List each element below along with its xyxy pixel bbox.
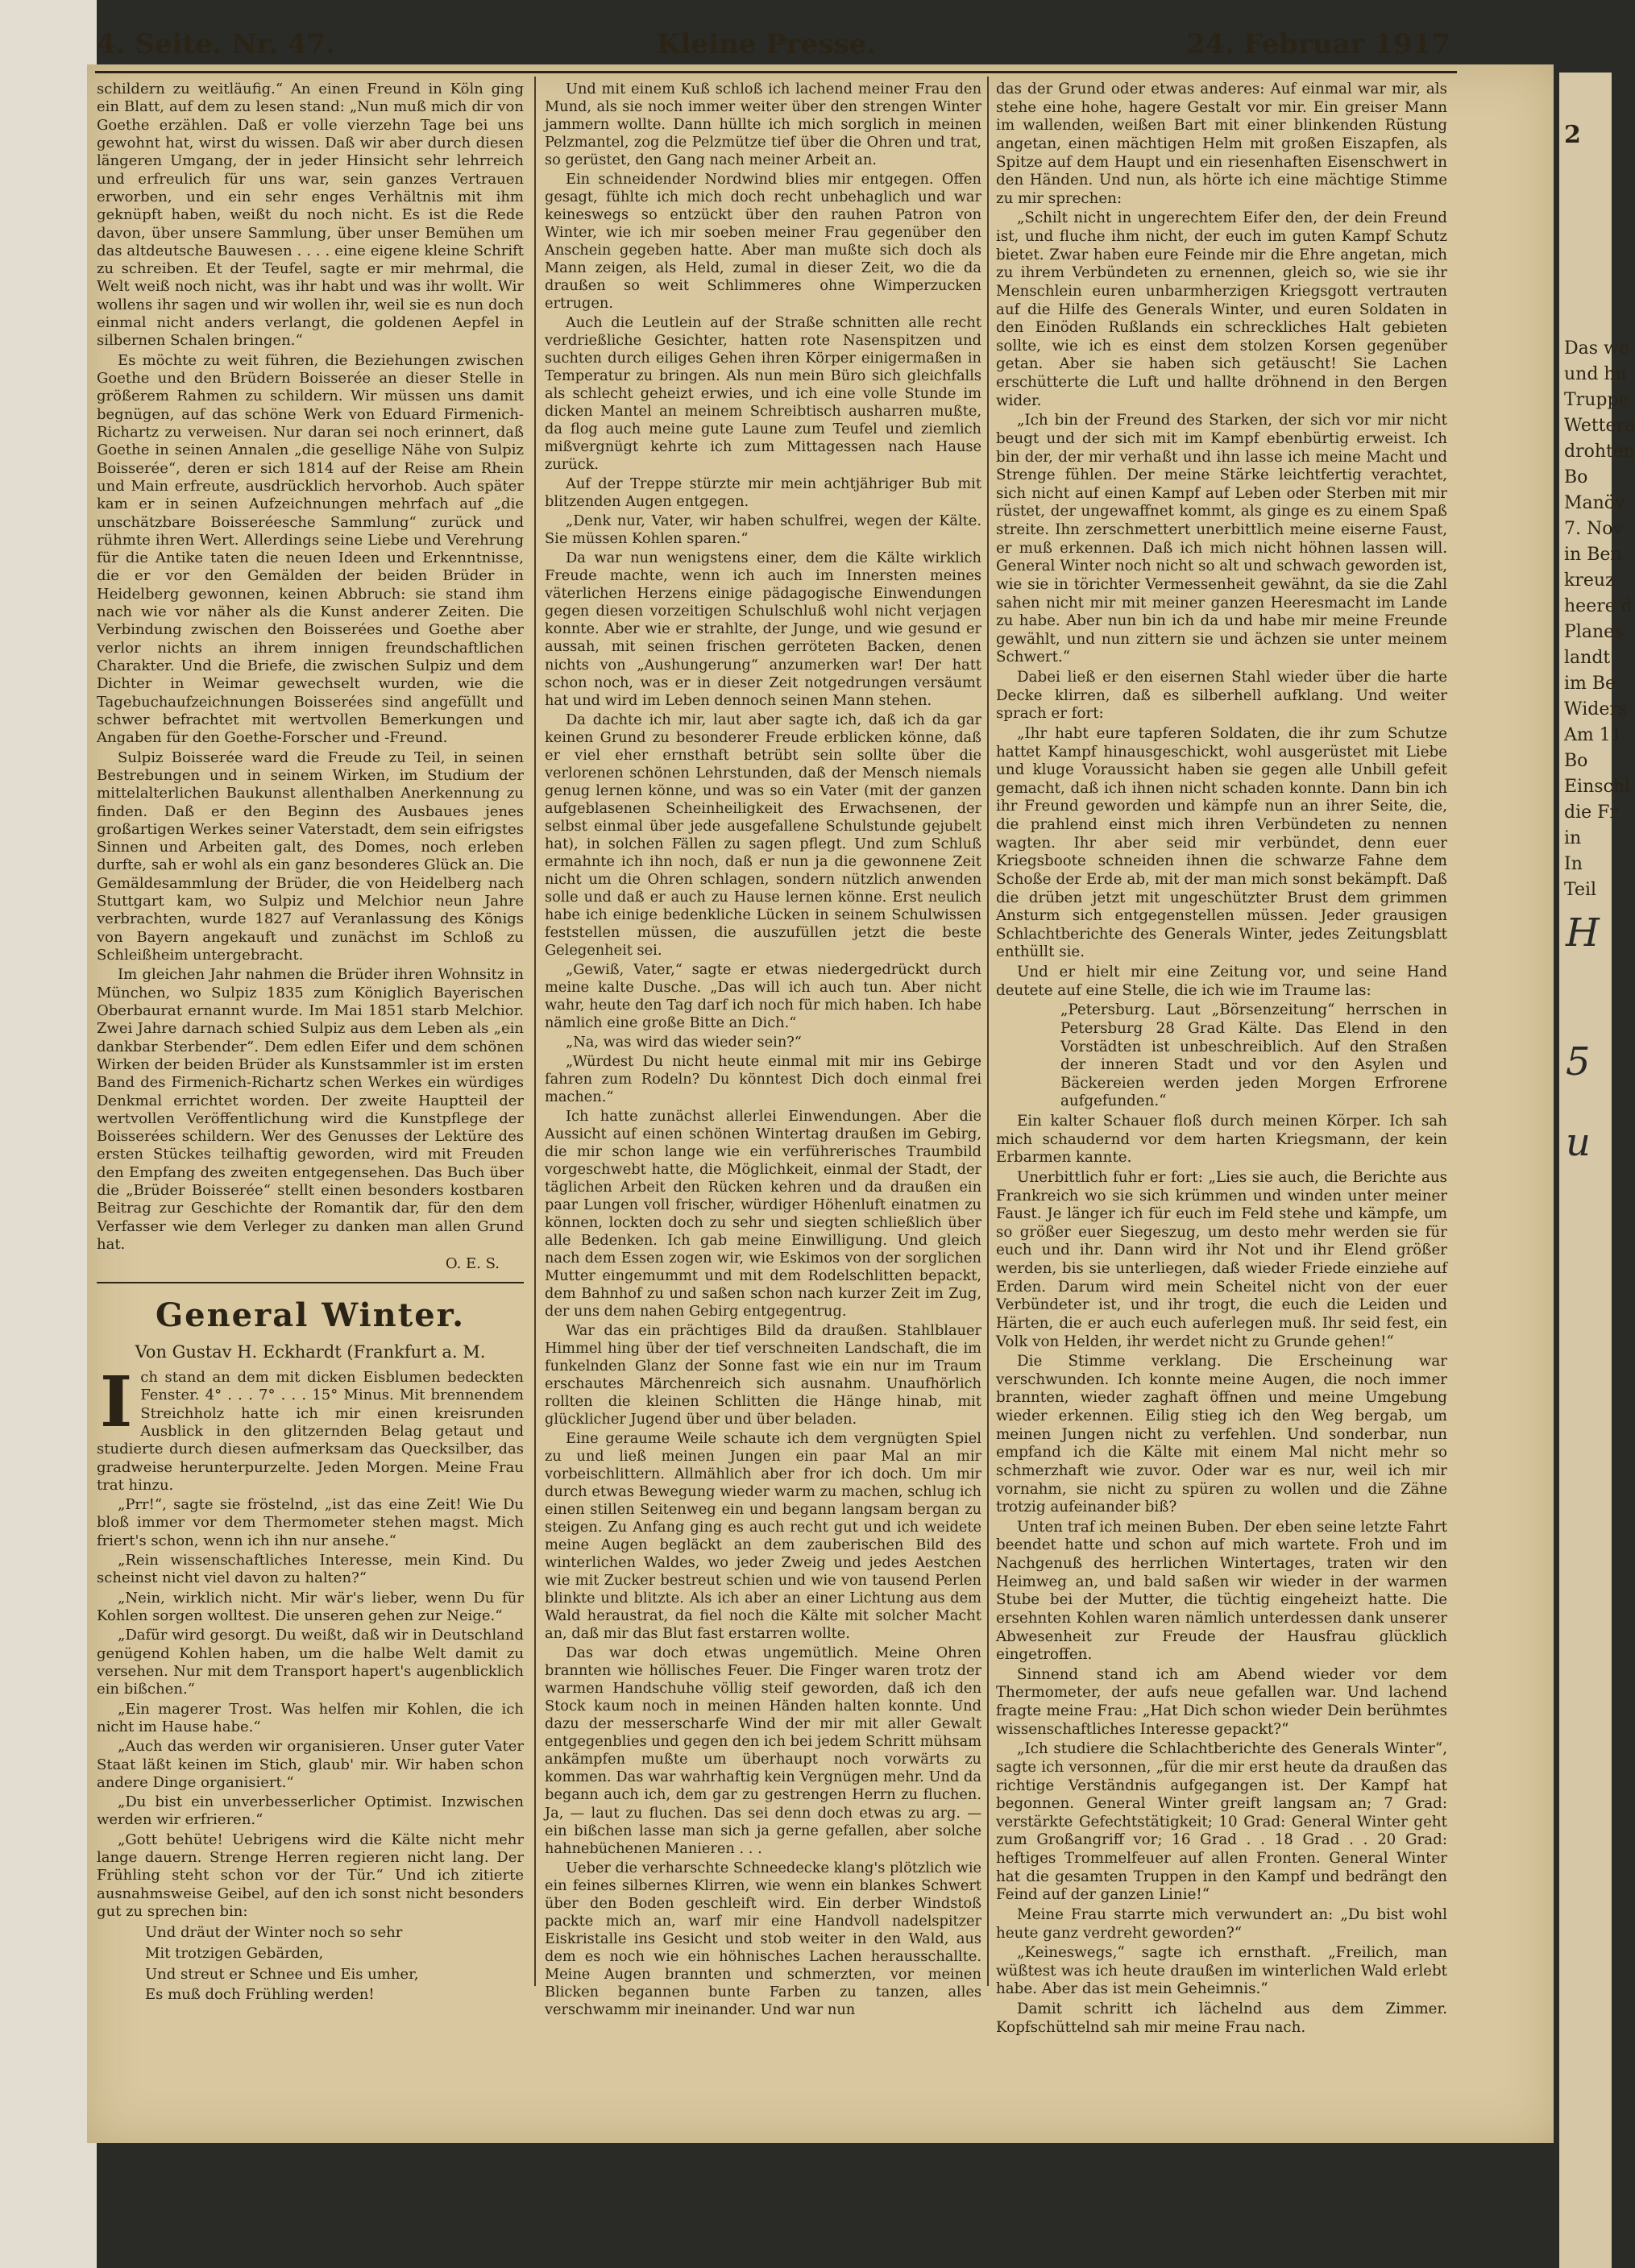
article-paragraph: schildern zu weitläufig.“ An einen Freund in Köln ging ein Blatt, auf dem zu lesen stand: „Nun muß mich dir von Goethe erzählen. Daß er volle vierzehn Tage bei uns gewohnt hat, wirst du wissen. Daß wir aber durch diesen längeren Umgang, der in jeder Hinsicht sehr lehrreich und erfreulich für uns war, sein ganzes Vertrauen erworben, und ein sehr enges Verhältnis mit ihm geknüpft haben, weißt du noch nicht. Es ist die Rede davon, über unsere Sammlung, über unser Bemühen um das altdeutsche Bauwesen . . . . eine eigene kleine Schrift zu schreiben. Et der Teufel, sagte er mir mehrmal, die Welt weiß noch nicht, was ihr habt und was ihr wollt. Wir wollens ihr sagen und wir wollen ihr, weil sie es nun doch einmal nicht anders verlangt, die goldenen Aepfel in silbernen Schalen bringen.“ (97, 81, 524, 350)
article-paragraph: „Ihr habt eure tapferen Soldaten, die ihr zum Schutze hattet Kampf hinausgeschickt, wohl ausgerüstet mit Liebe und kluge Voraussicht haben sie gegen alle Unbill gefeit gemacht, daß ich ihnen nicht schaden konnte. Dann bin ich ihr Freund geworden und kämpfe nun an ihrer Seite, die, die prahlend einst mich ihren Verbündeten zu nennen wagten. Ihr aber seid mir verbündet, denn euer Kriegsboote schneiden ihnen die schwarze Fahne dem Schoße der Erde ab, mit der man mich sonst bekämpft. Daß die drüben jetzt mit ungeschützter Brust dem grimmen Ansturm sich entgegenstellen müssen. Jeder grausigen Schlachtberichte des Generals Winter, jedes Zeitungsblatt enthüllt sie. (996, 724, 1447, 961)
next-page-fragment: Teil (1564, 880, 1597, 900)
quote-text: „Petersburg. Laut „Börsenzeitung“ herrschen in Petersburg 28 Grad Kälte. Das Elend in den Vorstädten ist unbeschreiblich. Auf den Straßen der inneren Stadt und vor den Asylen und Bäckereien werden jeden Morgen Erfrorene aufgefunden.“ (1060, 1001, 1447, 1110)
next-page-fragment: in Ben (1564, 545, 1622, 565)
next-page-fragment: Wettera (1564, 416, 1635, 436)
next-page-fragment: In (1564, 854, 1583, 874)
article-paragraph: „Ich studiere die Schlachtberichte des Generals Winter“, sagte ich versonnen, „für die mir erst heute da draußen das richtige Verständnis aufgegangen ist. Der Kampf hat begonnen. General Winter greift langsam an; 7 Grad: verstärkte Gefechtstätigkeit; 10 Grad: General Winter geht zum Großangriff vor; 16 Grad . . 18 Grad . . 20 Grad: heftiges Trommelfeuer auf allen Fronten. General Winter hat die gesamten Truppen in den Kampf und bedrängt den Feind auf der ganzen Linie!“ (996, 1740, 1447, 1904)
article-signature: O. E. S. (445, 1255, 500, 1273)
article-paragraph: Ein kalter Schauer floß durch meinen Körper. Ich sah mich schaudernd vor dem harten Kriegsmann, der kein Erbarmen kannte. (996, 1113, 1447, 1167)
article-paragraph: Unten traf ich meinen Buben. Der eben seine letzte Fahrt beendet hatte und schon auf mich wartete. Froh und im Nachgenuß des herrlichen Wintertages, traten wir den Heimweg an, und bald saßen wir wieder in der warmen Stube bei der Mutter, die tüchtig eingeheizt hatte. Die ersehnten Kohlen waren nämlich unterdessen dank unserer Abwesenheit zur Freude der Hausfrau glücklich eingetroffen. (996, 1518, 1447, 1664)
next-page-fragment: heere d (1564, 596, 1633, 616)
next-page-fragment: landt (1564, 648, 1611, 668)
next-page-edge (1559, 73, 1635, 2268)
article-paragraph: Auch die Leutlein auf der Straße schnitten alle recht verdrießliche Gesichter, hatten rote Nasenspitzen und suchten durch eiliges Gehen ihren Körper einigermaßen in Temperatur zu bringen. Als nun mein Büro sich gleichfalls als schlecht geheizt erwies, und ich eine volle Stunde im dicken Mantel an meinem Schreibtisch ausharren mußte, da flog auch meine gute Laune zum Teufel und ziemlich mißvergnügt kehrte ich zum Mittagessen nach Hause zurück. (545, 315, 981, 474)
next-page-fragment: Planes (1564, 622, 1624, 642)
article-paragraph: Es möchte zu weit führen, die Beziehungen zwischen Goethe und den Brüdern Boisserée an dieser Stelle in größerem Rahmen zu schildern. Wir müssen uns damit begnügen, auf das schöne Werk von Eduard Firmenich-Richartz zu verweisen. Nur daran sei noch erinnert, daß Goethe in seinen Annalen „die gesellige Nähe von Sulpiz Boisserée“, deren er sich 1814 auf der Reise am Rhein und Main erfreute, ausdrücklich hervorhob. Auch später kam er in seinen Aufzeichnungen mehrfach auf „die unschätzbare Boisseréesche Sammlung“ zurück und rühmte ihren Wert. Allerdings seine Liebe und Verehrung für die Antike taten die neuen Ideen und Erkenntnisse, die er vor den Gemälden der beiden Brüder in Heidelberg gewonnen, keinen Abbruch: sie stand ihm nach wie vor näher als die Kunst anderer Zeiten. Die Verbindung zwischen den Boisserées und Goethe aber verlor nichts an ihrem innigen freundschaftlichen Charakter. Und die Briefe, die zwischen Sulpiz und dem Dichter in Weimar gewechselt wurden, wie die Tagebuchaufzeichnungen Boisserées sind angefüllt und schwer befrachtet mit wertvollen Bemerkungen und Angaben für den Goethe-Forscher und -Freund. (97, 351, 524, 747)
article-paragraph: „Keineswegs,“ sagte ich ernsthaft. „Freilich, man wüßtest was ich heute draußen im winterlichen Wald erlebt habe. Aber das ist mein Geheimnis.“ (996, 1944, 1447, 1998)
article-paragraph: „Schilt nicht in ungerechtem Eifer den, der dein Freund ist, und fluche ihm nicht, der euch im guten Kampf Schutz bietet. Zwar haben eure Feinde mir die Ehre angetan, mich zu ihrem Verbündeten zu ernennen, gleich so, wie sie ihr Menschlein euren unbarmherzigen Kriegsgott vertrauten auf die Hilfe des Generals Winter, und euren Soldaten in den Einöden Rußlands ein schreckliches Halt gebieten sollte, wie ich es einst dem stolzen Korsen gegenüber getan. Aber sie haben sich getäuscht! Sie Lachen erschütterte die Luft und hallte dröhnend in den Bergen wider. (996, 209, 1447, 409)
article-paragraph: das der Grund oder etwas anderes: Auf einmal war mir, als stehe eine hohe, hagere Gestalt vor mir. Ein greiser Mann im wallenden, weißen Bart mit einer blinkenden Rüstung angetan, einen mächtigen Helm mit großen Eiszapfen, als Spitze auf dem Haupt und ein riesenhaften Eisenschwert in den Händen. Und nun, als hörte ich eine mächtige Stimme zu mir sprechen: (996, 81, 1447, 207)
article-paragraph: „Rein wissenschaftliches Interesse, mein Kind. Du scheinst nicht viel davon zu halten?“ (97, 1552, 524, 1587)
poem-line: Und dräut der Winter noch so sehr (145, 1924, 403, 1942)
article-paragraph: Da war nun wenigstens einer, dem die Kälte wirklich Freude machte, wenn ich auch im Innersten meines väterlichen Herzens einige pädagogische Einwendungen gegen diesen vorzeitigen Schulschluß wohl nicht verjagen konnte. Aber wie er strahlte, der Junge, und wie gesund er aussah, mit seinen frischen gerröteten Backen, denen nichts von „Aushungerung“ anzumerken war! Der hatt schon noch, was er in dieser Zeit notgedrungen versäumt hat und wird im Leben dennoch seinen Mann stehen. (545, 550, 981, 709)
article-paragraph: Auf der Treppe stürzte mir mein achtjähriger Bub mit blitzenden Augen entgegen. (545, 476, 981, 511)
next-page-fragment: Das we (1564, 338, 1629, 359)
page-number: 4. Seite. Nr. 47. (97, 28, 336, 60)
article-paragraph: Im gleichen Jahr nahmen die Brüder ihren Wohnsitz in München, wo Sulpiz 1835 zum Königlich Bayerischen Oberbaurat ernannt wurde. Im Mai 1851 starb Melchior. Zwei Jahre darnach schied Sulpiz aus dem Leben als „ein dankbar Sterbender“. Dem edlen Eifer und dem schönen Wirken der beiden Brüder als Kunstsammler ist im ersten Band des Firmenich-Richartz schen Werkes ein würdiges Denkmal errichtet worden. Der zweite Hauptteil der wertvollen Veröffentlichung wird die Kunstpflege der Boisserées schildern. Wer des Genusses der Lektüre des ersten Stückes teilhaftig geworden, wird mit Freuden den Empfang des zweiten entgegensehen. Das Buch über die „Brüder Boisserée“ stellt einen besonders kostbaren Beitrag zur Geschichte der Romantik dar, für den dem Verfasser wie dem Verleger zu danken man allen Grund hat. (97, 966, 524, 1253)
poem-line: Es muß doch Frühling werden! (145, 1986, 375, 2004)
article-paragraph: Eine geraume Weile schaute ich dem vergnügten Spiel zu und ließ meinen Jungen ein paar Mal an mir vorbeischlittern. Allmählich aber fror ich doch. Um mir durch etwas Bewegung wieder warm zu machen, schlug ich einen stillen Seitenweg ein und begann langsam bergan zu steigen. Zu Anfang ging es auch recht gut und ich weidete meine Augen begläckt an dem zauberischen Bild des winterlichen Waldes, wo jeder Zweig und jedes Aestchen wie mit Zucker bestreut schien und wie von tausend Perlen blinkte und blitzte. Als ich aber an einer Lichtung aus dem Wald heraustrat, da fiel noch die Kälte mit solcher Macht an, daß mir das Blut fast erstarren wollte. (545, 1431, 981, 1643)
next-page-fragment: im Be (1564, 674, 1616, 694)
article-paragraph: „Gott behüte! Uebrigens wird die Kälte nicht mehr lange dauern. Strenge Herren regieren nicht lang. Der Frühling steht schon vor der Tür.“ Und ich zitierte ausnahmsweise Geibel, auf den ich sonst nicht besonders gut zu sprechen bin: (97, 1831, 524, 1920)
next-page-fragment: Bo (1564, 751, 1588, 771)
article-paragraph: „Ich bin der Freund des Starken, der sich vor mir nicht beugt und der sich mit im Kampf ebenbürtig erweist. Ich bin der, der mir verhaßt und ihn lasse ich meine Macht und Strenge fühlen. Der meine Stärke leichtfertig verachtet, sich nicht auf einen Kampf auf Leben oder Sterben mit mir rüstet, der ungewaffnet kommt, als ginge es zu einem Spaß streite. Ihn zerschmettert unerbittlich meine eiserne Faust, er muß erkennen. Daß ich mich nicht höhnen lassen will. General Winter noch nicht so alt und schwach geworden ist, wie sie in törichter Vermessenheit gewähnt, da sie die Zahl sahen nicht mir mit meiner ganzen Heeresmacht im Lande zu habe. Aber nun bin ich da und habe mir meine Freunde gewählt, und nun zittern sie und ächzen sie unter meinem Schwert.“ (996, 412, 1447, 666)
next-page-header: 2 (1564, 121, 1581, 149)
column-divider (534, 77, 536, 1986)
newspaper-quote (996, 1001, 1447, 1111)
article-paragraph: Sinnend stand ich am Abend wieder vor dem Thermometer, der aufs neue gefallen war. Und lachend fragte meine Frau: „Hat Dich schon wieder Dein berühmtes wissenschaftliches Interesse gepackt?“ (996, 1665, 1447, 1738)
issue-date: 24. Februar 1917 (1186, 28, 1450, 60)
article-paragraph: War das ein prächtiges Bild da draußen. Stahlblauer Himmel hing über der tief verschneiten Landschaft, die im funkelnden Glanz der Sonne fast wie ein nur im Traum erschautes Märchenreich sich ausnahm. Unaufhörlich rollten die kleinen Schlitten die Hänge hinab, mit glücklicher Jugend über und über beladen. (545, 1323, 981, 1428)
poem (97, 1922, 524, 2005)
article-separator (97, 1282, 524, 1283)
article-paragraph: „Denk nur, Vater, wir haben schulfrei, wegen der Kälte. Sie müssen Kohlen sparen.“ (545, 513, 981, 548)
article-paragraph: „Prr!“, sagte sie fröstelnd, „ist das eine Zeit! Wie Du bloß immer vor dem Thermometer stehen magst. Mich friert's schon, wenn ich ihn nur ansehe.“ (97, 1496, 524, 1549)
column-1 (97, 81, 524, 2005)
column-divider (987, 77, 989, 1986)
article-paragraph: Damit schritt ich lächelnd aus dem Zimmer. Kopfschüttelnd sah mir meine Frau nach. (996, 2001, 1447, 2036)
next-page-fragment: in (1564, 828, 1582, 848)
article-paragraph: „Würdest Du nicht heute einmal mit mir ins Gebirge fahren zum Rodeln? Du könntest Dich doch einmal frei machen.“ (545, 1053, 981, 1105)
article-paragraph: Meine Frau starrte mich verwundert an: „Du bist wohl heute ganz verdreht geworden?“ (996, 1905, 1447, 1942)
next-page-fragment: Truppe (1564, 390, 1629, 410)
article-paragraph: „Na, was wird das wieder sein?“ (566, 1034, 802, 1051)
next-page-fragment: Einschl (1564, 777, 1631, 797)
drop-cap: I (100, 1361, 133, 1443)
article-paragraph: „Dafür wird gesorgt. Du weißt, daß wir in Deutschland genügend Kohlen haben, um die halbe Welt damit zu versehen. Nur mit dem Transport hapert's augenblicklich ein bißchen.“ (97, 1627, 524, 1698)
next-page-fragment: drohten (1564, 442, 1635, 462)
next-page-fragment: 7. Nov (1564, 519, 1623, 539)
paragraph-text: ch stand an dem mit dicken Eisblumen bedeckten Fenster. 4° . . . 7° . . . 15° Minus. Mit brennendem Streichholz hatte ich mir einen kreisrunden Ausblick in den glitzernden Belag getaut und studierte durch diesen aufmerksam das Quecksilber, das gradweise herunterpurzelte. Jeden Morgen. Meine Frau trat hinzu. (97, 1368, 524, 1494)
article-paragraph: Dabei ließ er den eisernen Stahl wieder über die harte Decke klirren, daß es silberhell aufklang. Und weiter sprach er fort: (996, 669, 1447, 723)
article-paragraph: Ein schneidender Nordwind blies mir entgegen. Offen gesagt, fühlte ich mich doch recht unbehaglich und war keineswegs so entzückt über den rauhen Patron von Winter, wie ich mir soeben meiner Frau gegenüber den Anschein gegeben hatte. Aber man mußte sich doch als Mann zeigen, als Held, zumal in dieser Zeit, wo die da draußen so weit Schlimmeres ohne Wimperzucken ertrugen. (545, 172, 981, 313)
column-2 (545, 81, 981, 2021)
handwriting-mark: 5 (1566, 1039, 1591, 1084)
article-title: General Winter. (155, 1296, 465, 1334)
article-paragraph: Unerbittlich fuhr er fort: „Lies sie auch, die Berichte aus Frankreich wo sie sich krümmen und winden unter meiner Faust. Je länger ich für euch im Feld stehe und kämpfe, um so größer euer Siegeszug, um desto mehr werden sie für euch und ihr. Dann wird ihr Not und ihr Elend größer werden, bis sie unterliegen, daß wieder Friede einziehe auf Erden. Darum wird mein Scheitel nicht von der euer Verbündeter ist, und ihr trogt, die euch die Leiden und Härten, die er auch euch auferlegen muß. Ihr seid fest, ein Volk von Helden, ihr werdet nicht zu Grunde gehen!“ (996, 1168, 1447, 1350)
article-paragraph: Und mit einem Kuß schloß ich lachend meiner Frau den Mund, als sie noch immer weiter über den strengen Winter jammern wollte. Dann hüllte ich mich sorglich in meinen Pelzmantel, zog die Pelzmütze tief über die Ohren und trat, so gerüstet, den Gang nach meiner Arbeit an. (545, 81, 981, 169)
newspaper-title: Kleine Presse. (657, 28, 877, 60)
poem-line: Und streut er Schnee und Eis umher, (145, 1965, 419, 1983)
article-paragraph: Sulpiz Boisserée ward die Freude zu Teil, in seinen Bestrebungen und in seinem Wirken, im Studium der mittelalterlichen Baukunst allenthalben Anerkennung zu finden. Daß er den Beginn des Ausbaues jenes großartigen Werkes seiner Vaterstadt, dem sein eifrigstes Sinnen und Arbeiten galt, des Domes, noch erleben durfte, sah er wohl als ein ganz besonderes Glück an. Die Gemäldesammlung der Brüder, die von Heidelberg nach Stuttgart kam, wo Sulpiz und Melchior neun Jahre verbrachten, wurde 1827 auf Veranlassung des Königs von Bayern angekauft und zunächst im Schloß zu Schleißheim untergebracht. (97, 748, 524, 964)
next-page-fragment: kreuz (1564, 570, 1615, 591)
next-page-fragment: und hu (1564, 364, 1627, 384)
article-paragraph: Die Stimme verklang. Die Erscheinung war verschwunden. Ich konnte meine Augen, die noch immer brannten, wieder zaghaft öffnen und meine Umgebung wieder erkennen. Eilig stieg ich den Weg bergab, um meinen Jungen nicht zu verfehlen. Und sonderbar, nun empfand ich die Kälte mit einem Mal nicht mehr so schmerzhaft wie zuvor. Oder war es nur, weil ich mir vornahm, sie nicht zu spüren zu wollen und die Zähne trotzig aufeinander biß? (996, 1353, 1447, 1516)
article-paragraph: Und er hielt mir eine Zeitung vor, und seine Hand deutete auf eine Stelle, die ich wie im Traume las: (996, 964, 1447, 999)
page-header (97, 28, 1450, 60)
header-rule (95, 71, 1457, 73)
article-paragraph: Da dachte ich mir, laut aber sagte ich, daß ich da gar keinen Grund zu besonderer Freude erblicken könne, daß er viel eher ernsthaft betrübt sein sollte über die verlorenen schönen Lehrstunden, daß der Mensch niemals genug lernen könne, und was so ein Vater (mit der ganzen aufgeblasenen Scheinheiligkeit des Erwachsenen, der selbst einmal über jede ausgefallene Schulstunde gejubelt hat), in solchen Fällen zu sagen pflegt. Und zum Schluß ermahnte ich ihn noch, daß er nun ja die gewonnene Zeit nicht um die Ohren schlagen, sondern nützlich anwenden solle und daß er auch zu Hause lernen könne. Erst neulich habe ich einige bedenkliche Lücken in seinem Schulwissen feststellen müssen, die auszufüllen jetzt die beste Gelegenheit sei. (545, 711, 981, 959)
next-page-fragment: die Fr (1564, 802, 1618, 823)
article-paragraph: „Nein, wirklich nicht. Mir wär's lieber, wenn Du für Kohlen sorgen wolltest. Die unseren gehen zur Neige.“ (97, 1589, 524, 1624)
next-page-fragment: Widers (1564, 699, 1628, 719)
article-paragraph (97, 1361, 524, 1495)
next-page-fragment: Bo (1564, 467, 1588, 487)
article-paragraph: „Ein magerer Trost. Was helfen mir Kohlen, die ich nicht im Hause habe.“ (97, 1700, 524, 1735)
scan-background (0, 0, 97, 2268)
article-author: Von Gustav H. Eckhardt (Frankfurt a. M. (135, 1341, 486, 1362)
article-paragraph: „Gewiß, Vater,“ sagte er etwas niedergedrückt durch meine kalte Dusche. „Das will ich auch tun. Aber nicht wahr, heute den Tag darf ich noch für mich haben. Ich habe nämlich eine große Bitte an Dich.“ (545, 961, 981, 1031)
article-paragraph: „Du bist ein unverbesserlicher Optimist. Inzwischen werden wir erfrieren.“ (97, 1793, 524, 1829)
poem-line: Mit trotzigen Gebärden, (145, 1944, 324, 1962)
article-paragraph: „Auch das werden wir organisieren. Unser guter Vater Staat läßt keinen im Stich, glaub' mir. Wir haben schon andere Dinge organisiert.“ (97, 1738, 524, 1791)
next-page-fragment: Am 11 (1564, 725, 1622, 745)
article-paragraph: Das war doch etwas ungemütlich. Meine Ohren brannten wie höllisches Feuer. Die Finger waren trotz der warmen Handschuhe völlig steif geworden, daß ich den Stock kaum noch in meinen Händen halten konnte. Und dazu der messerscharfe Wind der mir mit aller Gewalt entgegenblies und gegen den ich bei jedem Schritt mühsam ankämpfen mußte um überhaupt noch vorwärts zu kommen. Das war wahrhaftig kein Vergnügen mehr. Und da begann auch ich, dem gar zu gestrengen Herrn zu fluchen. Ja, — laut zu fluchen. Das sei denn doch etwas zu arg. — ein bißchen lasse man sich ja gerne gefallen, aber solche hahnebüchenen Manieren . . . (545, 1645, 981, 1857)
column-3 (996, 81, 1447, 2038)
article-paragraph: Ueber die verharschte Schneedecke klang's plötzlich wie ein feines silbernes Klirren, wie wenn ein blankes Schwert über den Boden geschleift wird. Ein derber Windstoß packte mich an, warf mir eine Handvoll nadelspitzer Eiskristalle ins Gesicht und stob weiter in den Wald, aus dem es noch wie ein höhnisches Lachen herausschallte. Meine Augen brannten und schmerzten, vor meinen Blicken begannen bunte Farben zu tanzen, alles verschwamm mir ineinander. Und war nun (545, 1860, 981, 2018)
handwriting-mark: u (1566, 1120, 1591, 1165)
article-paragraph: Ich hatte zunächst allerlei Einwendungen. Aber die Aussicht auf einen schönen Wintertag draußen im Gebirg, die mir schon lange wie ein verführerisches Traumbild vorgeschwebt hatte, die Möglichkeit, einmal der Stadt, der täglichen Arbeit den Rücken kehren und da draußen ein paar Lungen voll frischer, würdiger Höhenluft einatmen zu können, lockten doch zu sehr und siegten schließlich über alle Bedenken. Ich gab meine Einwilligung. Und gleich nach dem Essen zogen wir, wie Eskimos von der sorglichen Mutter eingemummt und mit dem Rodelschlitten bepackt, dem Bahnhof zu und saßen schon nach kurzer Zeit im Zug, der uns dem nahen Gebirg entgegentrug. (545, 1108, 981, 1321)
handwriting-mark: H (1566, 910, 1600, 956)
next-page-fragment: Manöv (1564, 493, 1625, 513)
